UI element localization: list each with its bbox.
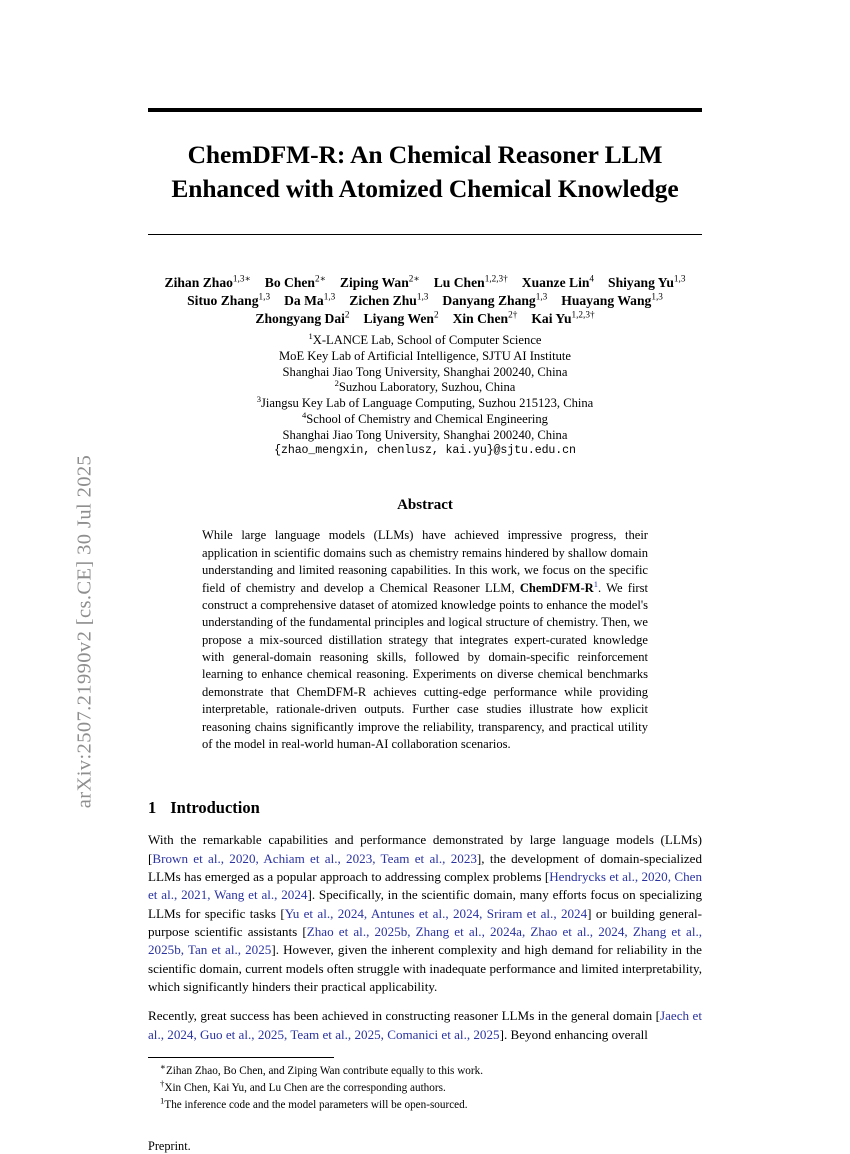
abstract-footnote-marker[interactable]: 1 <box>593 578 598 589</box>
author-block <box>148 274 702 328</box>
abstract-heading: Abstract <box>397 497 453 514</box>
affiliation-text: Jiangsu Key Lab of Language Computing, Suzhou 215123, China <box>260 396 594 411</box>
footnote-text: The inference code and the model parameters will be open-sourced. <box>164 1098 468 1111</box>
p1-text-a: With the remarkable capabilities and performance demonstrated by large language models (LLMs) [ <box>148 832 702 866</box>
citation-group-4[interactable]: Zhao et al., 2025b, Zhang et al., 2024a, Zhao et al., 2024, Zhang et al., 2025b, Tan et al., 2025 <box>148 923 703 958</box>
author-affiliation-marker: 1,3 <box>535 291 548 302</box>
citation-group-3[interactable]: Yu et al., 2024, Antunes et al., 2024, Sriram et al., 2024 <box>284 905 588 921</box>
author-name: Danyang Zhang$^{1,3}$ <box>442 291 548 308</box>
author-row <box>148 310 702 328</box>
affiliation-text: School of Chemistry and Chemical Engineering <box>306 412 548 427</box>
affiliation-marker: 2 <box>334 378 339 389</box>
abstract-text-part2: . We first construct a comprehensive dataset of atomized knowledge points to enhance the model's understanding of the fundamental principles and logical structure of chemistry. Then, we propose a mix-sourced distillation strategy that integrates expert-curated knowledge with general-domain reasoning skills, followed by domain-specific reinforcement learning to enhance chemical reasoning. Experiments on diverse chemical benchmarks demonstrate that ChemDFM-R achieves cutting-edge performance while providing interpretable, rationale-driven outputs. Further case studies illustrate how explicit reasoning chains significantly improve the reliability, transparency, and practical utility of the model in real-world human-AI collaboration scenarios. <box>202 580 648 751</box>
author-name: Situo Zhang$^{1,3}$ <box>187 291 271 308</box>
author-name: Xuanze Lin$^4$ <box>521 273 595 290</box>
header-rule-thick <box>148 108 702 112</box>
abstract-model-name: ChemDFM-R <box>519 580 594 595</box>
p1-text-c: ]. Specifically, in the scientific domain, many efforts focus on specializing LLMs for specific tasks [ <box>148 887 702 921</box>
affiliation-text: Shanghai Jiao Tong University, Shanghai 200240, China <box>282 427 568 442</box>
footnote-block <box>148 1063 702 1113</box>
author-name: Kai $Yu^{1,2,3\dagger}$ <box>531 309 595 326</box>
footnote-marker: 1 <box>160 1094 165 1105</box>
footnote-text: Xin Chen, Kai Yu, and Lu Chen are the corresponding authors. <box>164 1081 446 1094</box>
author-name: Zihan Zhao$^{1,3∗}$ <box>164 273 251 290</box>
author-name: Lu Chen$^{1,2,3\dagger}$ <box>433 273 508 290</box>
author-name: Da Ma$^{1,3}$ <box>284 291 336 308</box>
p1-text-b: ], the development of domain-specialized LLMs has emerged as a popular approach to addressing complex problems [ <box>148 850 702 884</box>
author-name: Xin Chen$^{2\dagger}$ <box>452 309 518 326</box>
abstract-body <box>202 527 648 753</box>
footnote-item <box>148 1077 702 1097</box>
author-row <box>148 292 702 310</box>
affiliation-block <box>148 330 702 459</box>
author-affiliation-marker: 2† <box>508 309 518 320</box>
p1-text-e: ]. However, given the inherent complexity and high demand for reliability in the scientific domain, current models often struggle with inadequate performance and limited interpretability, which significantly hinders their practical applicability. <box>148 942 702 994</box>
author-affiliation-marker: 2∗ <box>408 273 420 284</box>
arxiv-stamp <box>0 0 100 1100</box>
author-name: Ziping Wan$^{2∗}$ <box>339 273 420 290</box>
author-name: Zichen Zhu$^{1,3}$ <box>349 291 429 308</box>
author-affiliation-marker: 1,3 <box>673 273 686 284</box>
author-row <box>148 274 702 292</box>
affiliation-line <box>148 365 702 381</box>
section-heading-introduction <box>148 798 702 818</box>
author-affiliation-marker: 1,3∗ <box>232 273 251 284</box>
affiliation-text: Shanghai Jiao Tong University, Shanghai 200240, China <box>282 364 568 379</box>
affiliation-marker: 4 <box>302 409 307 420</box>
affiliation-line <box>148 349 702 365</box>
affiliation-text: X-LANCE Lab, School of Computer Science <box>312 332 542 347</box>
citation-group-5[interactable]: Jaech et al., 2024, Guo et al., 2025, Team et al., 2025, Comanici et al., 2025 <box>148 1008 702 1042</box>
author-affiliation-marker: 1,2,3† <box>484 273 508 284</box>
author-affiliation-marker: 1,3 <box>323 291 336 302</box>
affiliation-line <box>148 330 702 349</box>
contact-email-line: {zhao_mengxin, chenlusz, kai.yu}@sjtu.edu.cn <box>274 443 576 457</box>
author-affiliation-marker: 4 <box>589 273 595 284</box>
affiliation-text: Suzhou Laboratory, Suzhou, China <box>338 380 516 395</box>
section-title: Introduction <box>170 798 260 818</box>
footnote-item <box>148 1063 702 1080</box>
affiliation-line <box>148 380 702 396</box>
abstract-text-part1: While large language models (LLMs) have achieved impressive progress, their application in scientific domains such as chemistry remains hindered by shallow domain understanding and limited reasoning capabilities. In this work, we focus on the specific field of chemistry and develop a Chemical Reasoner LLM, <box>202 528 648 595</box>
affiliation-line <box>148 396 702 412</box>
affiliation-line <box>148 428 702 444</box>
author-name: Shiyang Yu$^{1,3}$ <box>608 273 686 290</box>
p2-text-a: Recently, great success has been achieved in constructing reasoner LLMs in the general domain [ <box>148 1008 660 1024</box>
author-affiliation-marker: 1,2,3† <box>571 309 595 320</box>
title-spacer <box>148 206 702 234</box>
author-name: Zhongyang Dai$^2$ <box>255 309 350 326</box>
intro-paragraph-2 <box>148 1007 702 1044</box>
author-affiliation-marker: 1,3 <box>416 291 429 302</box>
preprint-label: Preprint. <box>148 1139 191 1154</box>
page-title: ChemDFM-R: An Chemical Reasoner LLM Enhanced with Atomized Chemical Knowledge <box>171 140 679 203</box>
author-affiliation-marker: 1,3 <box>651 291 663 302</box>
footnote-marker: † <box>160 1077 165 1088</box>
affiliation-marker: 1 <box>308 330 313 341</box>
author-affiliation-marker: 2 <box>344 309 350 320</box>
author-affiliation-marker: 2∗ <box>314 273 326 284</box>
author-name: Huayang Wang$^{1,3}$ <box>561 291 663 308</box>
intro-paragraph-1 <box>148 831 702 996</box>
page-content <box>148 0 702 1154</box>
citation-group-1[interactable]: Brown et al., 2020, Achiam et al., 2023, Team et al., 2023 <box>152 850 477 866</box>
title-rule-thin <box>148 234 702 235</box>
author-affiliation-marker: 1,3 <box>258 291 271 302</box>
affiliation-text: MoE Key Lab of Artificial Intelligence, SJTU AI Institute <box>278 348 572 363</box>
author-name: Bo Chen$^{2∗}$ <box>264 273 326 290</box>
citation-group-2[interactable]: Hendrycks et al., 2020, Chen et al., 2021, Wang et al., 2024 <box>148 868 702 903</box>
footnote-marker: ∗ <box>160 1061 166 1072</box>
footnote-rule <box>148 1057 334 1058</box>
arxiv-stamp-text: arXiv:2507.21990v2 [cs.CE] 30 Jul 2025 <box>73 454 96 809</box>
p2-text-b: ]. Beyond enhancing overall <box>499 1026 648 1042</box>
author-affiliation-marker: 2 <box>433 309 439 320</box>
p1-text-d: ] or building general-purpose scientific assistants [ <box>148 905 703 939</box>
section-number: 1 <box>148 798 157 818</box>
affiliation-marker: 3 <box>256 394 261 405</box>
footnote-text: Zihan Zhao, Bo Chen, and Ziping Wan contribute equally to this work. <box>165 1064 483 1077</box>
affiliation-line <box>148 409 702 428</box>
footnote-item <box>148 1094 702 1114</box>
author-name: Liyang Wen$^2$ <box>363 309 439 326</box>
